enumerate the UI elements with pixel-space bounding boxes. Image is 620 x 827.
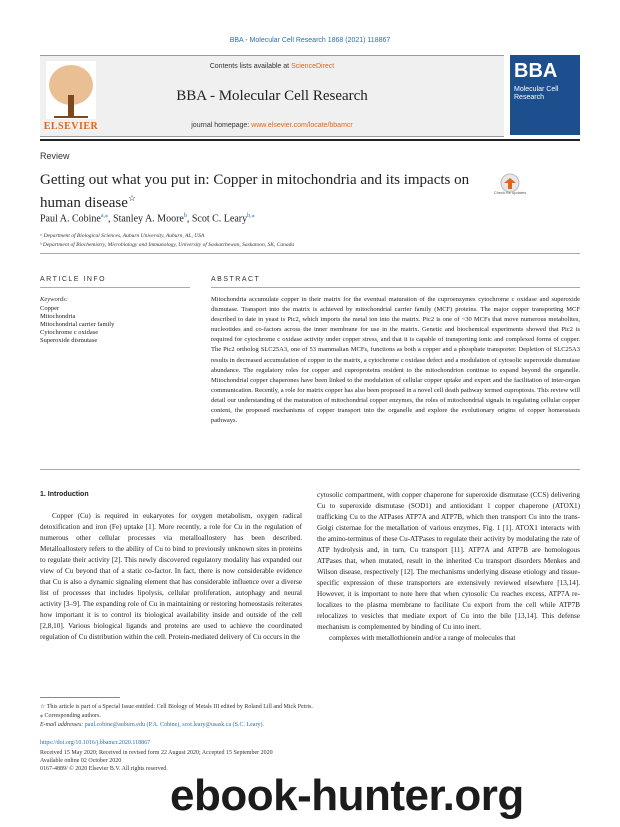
keyword: Mitochondrial carrier family — [40, 321, 115, 328]
author-affiliation-mark[interactable]: b,⁎ — [247, 213, 255, 219]
watermark: ebook-hunter.org — [170, 771, 524, 820]
keywords-label: Keywords: — [40, 296, 68, 303]
footnote: ☆ This article is part of a Special Issue entitled: Cell Biology of Metals III edited by Roland Lill and Mick Petris. — [40, 704, 313, 710]
article-info-heading: ARTICLE INFO — [40, 276, 107, 283]
homepage-prefix: journal homepage: — [191, 122, 252, 129]
author-list: Paul A. Cobine$^{a,⁎}$, Stanley A. Moore$^b$, Scot C. Leary$^{b,⁎}$ — [40, 213, 255, 225]
abstract-bottom-rule — [40, 469, 580, 470]
check-for-updates-icon[interactable] — [495, 172, 525, 206]
check-for-updates-label: Check for updates — [493, 190, 527, 195]
email-footnote — [40, 721, 264, 729]
email-links[interactable]: paul.cobine@auburn.edu (P.A. Cobine), scot.leary@usask.ca (S.C. Leary). — [84, 722, 264, 728]
cover-subtitle: Molecular Cell Research — [514, 86, 559, 101]
body-paragraph: complexes with metallothionein and/or a range of molecules that — [329, 634, 516, 642]
abstract-text: Mitochondria accumulate copper in their matrix for the eventual maturation of the cuproenzymes cytochrome c oxidase and superoxide dismutase. Transport into the matrix is achieved by mitochondrial carrier family (MCF) proteins. The major copper transporting MCF described to date in yeast is Pic2, which imports the metal ion into the matrix. Pic2 is one of ~30 MCFs that move numerous metabolites, nucleotides and co-factors across the inner membrane for use in the matrix. Genetic and biochemical experiments showed that Pic2 is required for cytochrome c oxidase activity under copper stress, and that it is capable of transporting ionic and complexed forms of copper. The Pic2 ortholog SLC25A3, one of 53 mammalian MCFs, functions as both a copper and a phosphate transporter. Depletion of SLC25A3 results in decreased accumulation of copper in the matrix, a cytochrome c oxidase defect and a modulation of cytosolic superoxide dismutase abundance. The regulatory roles for copper and cuproproteins resident to the mitochondrion continue to expand beyond the organelle. Mitochondrial copper chaperones have been linked to the modulation of cellular copper uptake and export and the facilitation of inter-organ communication. Recently, a role for matrix copper has also been proposed in a novel cell death pathway termed cuproptosis. This review will detail our understanding of the maturation of mitochondrial copper enzymes, the roles of mitochondrial signals in regulating cellular copper content, the proposed mechanisms of copper transport into the organelle and explore the evolutionary origins of copper homeostasis pathways. — [211, 296, 580, 425]
journal-name: BBA - Molecular Cell Research — [176, 88, 368, 104]
affiliation: ᵇ Department of Biochemistry, Microbiology and Immunology, University of Saskatchewan, Saskatoon, SK, Canada — [40, 242, 295, 248]
abstract-heading: ABSTRACT — [211, 276, 261, 283]
author-name: Stanley A. Moore — [113, 213, 184, 225]
publisher-name: ELSEVIER — [43, 121, 99, 132]
running-header: BBA - Molecular Cell Research 1868 (2021) 118867 — [229, 37, 391, 44]
contents-prefix: Contents lists available at — [209, 63, 292, 70]
keyword: Copper — [40, 305, 60, 312]
title-text: Getting out what you put in: Copper in mitochondria and its impacts on human disease — [40, 172, 470, 211]
author-affiliation-mark[interactable]: b — [183, 213, 187, 219]
keyword: Cytochrome c oxidase — [40, 329, 99, 336]
author-name: Paul A. Cobine — [40, 213, 101, 225]
article-title — [40, 171, 480, 212]
email-label: E-mail addresses: — [40, 722, 85, 728]
copyright: 0167-4889/ © 2020 Elsevier B.V. All rights reserved. — [40, 766, 168, 772]
footnote: ⁎ Corresponding authors. — [40, 713, 101, 719]
available-online: Available online 02 October 2020 — [40, 758, 122, 764]
body-column-left: Copper (Cu) is required in eukaryotes for oxygen metabolism, oxygen radical detoxification and iron (Fe) uptake [1]. More recently, a role for Cu in the regulation of numerous other cellular processes via metalloallostery has been described. Metalloallostery refers to the ability of Cu to bind to previously unknown sites in proteins to regulate their activity [2]. This newly discovered regulatory modality has expanded our view of Cu beyond that of a static co-factor. In fact, there is now considerable evidence that Cu is also a dynamic signaling element that has considerable influence over a diverse list of processes that includes lipolysis, cellular proliferation, autophagy and neural activity [3–9]. The expanding role of Cu in maintaining or restoring homeostasis reiterates how important it is to control its biological availability inside and outside of the cell [2,8,10]. Various biological ligands and proteins are used to achieve the coordinated regulation of Cu distribution within the cell. Protein-mediated delivery of Cu occurs in the — [40, 512, 302, 641]
author-affiliation-mark[interactable]: a,⁎ — [100, 213, 109, 219]
publication-history — [40, 749, 273, 773]
author-name: Scot C. Leary — [191, 213, 248, 225]
section-rule — [40, 253, 580, 254]
homepage-link[interactable]: www.elsevier.com/locate/bbamcr — [251, 122, 353, 129]
keywords-list — [40, 305, 114, 345]
article-type: Review — [40, 151, 70, 161]
cover-title: BBA — [514, 60, 558, 82]
abstract-rule — [211, 287, 580, 288]
body-paragraph: cytosolic compartment, with copper chaperone for superoxide dismutase (CCS) delivering Cu to superoxide dismutase (SOD1) and antioxidant 1 copper chaperone (ATOX1) trafficking Cu to the ATPases ATP7A and ATP7B, which then transport Cu into the trans-Golgi cisternae for the metallation of various enzymes, Fig. 1 [1]. ATOX1 interacts with the amino-terminus of these Cu-ATPases to regulate their activity by modulating the rate of ATP hydrolysis and, in turn, Cu transport [11]. ATP7A and ATP7B are homologous ATPases that, when mutated, result in the inherited Cu transport disorders Menkes and Wilson disease, respectively [12]. The mechanisms underlying disease etiology and tissue-specific expression of these transporters are extensively reviewed elsewhere [13,14]. However, it is important to note here that when cytosolic Cu reaches excess, ATP7A re-localizes to the plasma membrane to facilitate Cu export from the cell while ATP7B relocalizes to vesicles that mediate export of Cu into the bile [13,14]. This defense mechanism is complemented by binding of Cu into inert. — [317, 491, 580, 631]
body-column-right — [317, 490, 580, 644]
keyword: Superoxide dismutase — [40, 337, 98, 344]
title-footnote-mark: ☆ — [127, 193, 136, 203]
header-rule — [40, 139, 580, 141]
footnote-rule — [40, 697, 120, 698]
article-info-rule — [40, 287, 190, 288]
journal-homepage — [40, 122, 504, 129]
introduction-heading: 1. Introduction — [40, 491, 89, 498]
sciencedirect-link[interactable]: ScienceDirect — [291, 63, 335, 70]
keyword: Mitochondria — [40, 313, 76, 320]
affiliation: ᵃ Department of Biological Sciences, Auburn University, Auburn, AL, USA — [40, 233, 205, 239]
doi-link[interactable]: https://doi.org/10.1016/j.bbamcr.2020.118867 — [40, 740, 151, 746]
received-dates: Received 15 May 2020; Received in revised form 22 August 2020; Accepted 15 September 2020 — [40, 750, 273, 756]
contents-available — [40, 63, 504, 70]
